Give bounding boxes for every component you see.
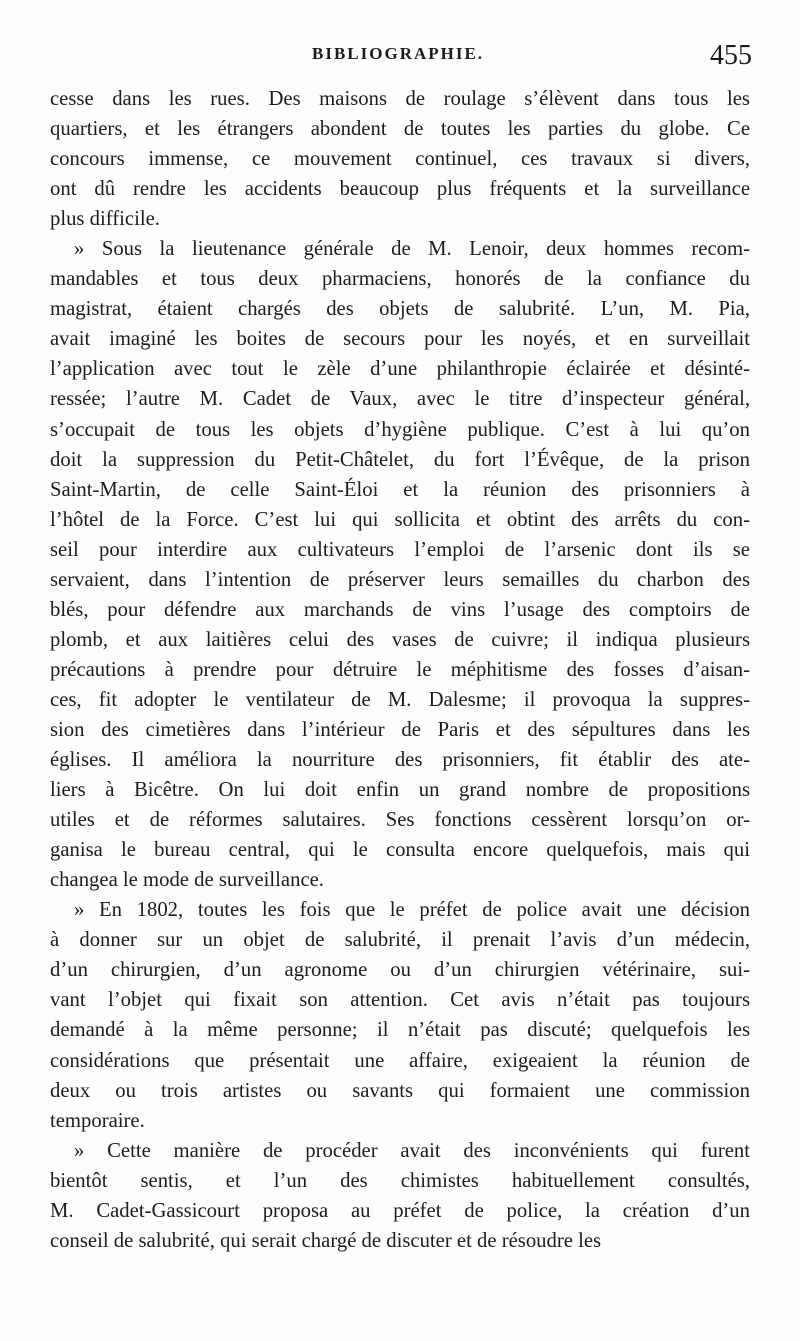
text-line: l’application avec tout le zèle d’une philanthropie éclairée et désinté- xyxy=(50,358,750,381)
running-title: BIBLIOGRAPHIE. xyxy=(312,44,485,63)
text-line: temporaire. xyxy=(50,1109,145,1132)
text-line: ont dû rendre les accidents beaucoup plus fréquents et la surveillance xyxy=(50,178,750,201)
running-head xyxy=(50,40,750,84)
paragraph xyxy=(50,895,750,1135)
text-line: conseil de salubrité, qui serait chargé de discuter et de résoudre les xyxy=(50,1229,602,1252)
paragraph xyxy=(50,84,750,234)
text-line: vant l’objet qui fixait son attention. Cet avis n’était pas toujours xyxy=(50,989,750,1012)
text-line: ressée; l’autre M. Cadet de Vaux, avec le titre d’inspecteur général, xyxy=(50,388,750,411)
text-line: deux ou trois artistes ou savants qui formaient une commission xyxy=(50,1079,750,1102)
text-line: doit la suppression du Petit-Châtelet, du fort l’Évêque, de la prison xyxy=(50,448,750,471)
text-line: liers à Bicêtre. On lui doit enfin un grand nombre de propositions xyxy=(50,779,750,802)
text-line: s’occupait de tous les objets d’hygiène publique. C’est à lui qu’on xyxy=(50,418,750,441)
text-line: seil pour interdire aux cultivateurs l’emploi de l’arsenic dont ils se xyxy=(50,538,750,561)
text-line: plomb, et aux laitières celui des vases de cuivre; il indiqua plusieurs xyxy=(50,628,750,651)
text-line: M. Cadet-Gassicourt proposa au préfet de police, la création d’un xyxy=(50,1199,750,1222)
text-line: ganisa le bureau central, qui le consulta encore quelquefois, mais qui xyxy=(50,839,750,862)
text-line: changea le mode de surveillance. xyxy=(50,869,324,892)
text-line: à donner sur un objet de salubrité, il prenait l’avis d’un médecin, xyxy=(50,929,750,952)
text-line: utiles et de réformes salutaires. Ses fonctions cessèrent lorsqu’on or- xyxy=(50,809,750,832)
text-line: concours immense, ce mouvement continuel, ces travaux si divers, xyxy=(50,148,750,171)
text-line: avait imaginé les boites de secours pour les noyés, et en surveillait xyxy=(50,328,750,351)
text-line: cesse dans les rues. Des maisons de roulage s’élèvent dans tous les xyxy=(50,88,750,110)
text-line: ces, fit adopter le ventilateur de M. Dalesme; il provoqua la suppres- xyxy=(50,688,750,711)
text-line: servaient, dans l’intention de préserver leurs semailles du charbon des xyxy=(50,568,750,591)
text-line: mandables et tous deux pharmaciens, honorés de la confiance du xyxy=(50,268,750,291)
text-line: quartiers, et les étrangers abondent de toutes les parties du globe. Ce xyxy=(50,118,750,141)
text-line: magistrat, étaient chargés des objets de salubrité. L’un, M. Pia, xyxy=(50,298,750,321)
text-line: blés, pour défendre aux marchands de vins l’usage des comptoirs de xyxy=(50,598,750,621)
text-line: sion des cimetières dans l’intérieur de Paris et des sépultures dans les xyxy=(50,718,750,741)
text-line: églises. Il améliora la nourriture des prisonniers, fit établir des ate- xyxy=(50,749,750,772)
paragraph xyxy=(50,1136,750,1256)
text-line: Saint-Martin, de celle Saint-Éloi et la réunion des prisonniers à xyxy=(50,478,750,501)
paragraph xyxy=(50,234,750,895)
text-line: » En 1802, toutes les fois que le préfet de police avait une décision xyxy=(74,899,750,922)
body-text xyxy=(50,84,750,1256)
text-line: plus difficile. xyxy=(50,208,160,231)
text-line: d’un chirurgien, d’un agronome ou d’un chirurgien vétérinaire, sui- xyxy=(50,959,750,982)
text-line: bientôt sentis, et l’un des chimistes habituellement consultés, xyxy=(50,1169,750,1192)
text-line: demandé à la même personne; il n’était pas discuté; quelquefois les xyxy=(50,1019,750,1042)
text-line: » Sous la lieutenance générale de M. Lenoir, deux hommes recom- xyxy=(74,238,750,261)
text-line: » Cette manière de procéder avait des inconvénients qui furent xyxy=(74,1139,750,1162)
text-line: précautions à prendre pour détruire le méphitisme des fosses d’aisan- xyxy=(50,658,750,681)
page-number: 455 xyxy=(710,40,752,71)
text-line: considérations que présentait une affaire, exigeaient la réunion de xyxy=(50,1049,750,1072)
text-line: l’hôtel de la Force. C’est lui qui sollicita et obtint des arrêts du con- xyxy=(50,508,750,531)
